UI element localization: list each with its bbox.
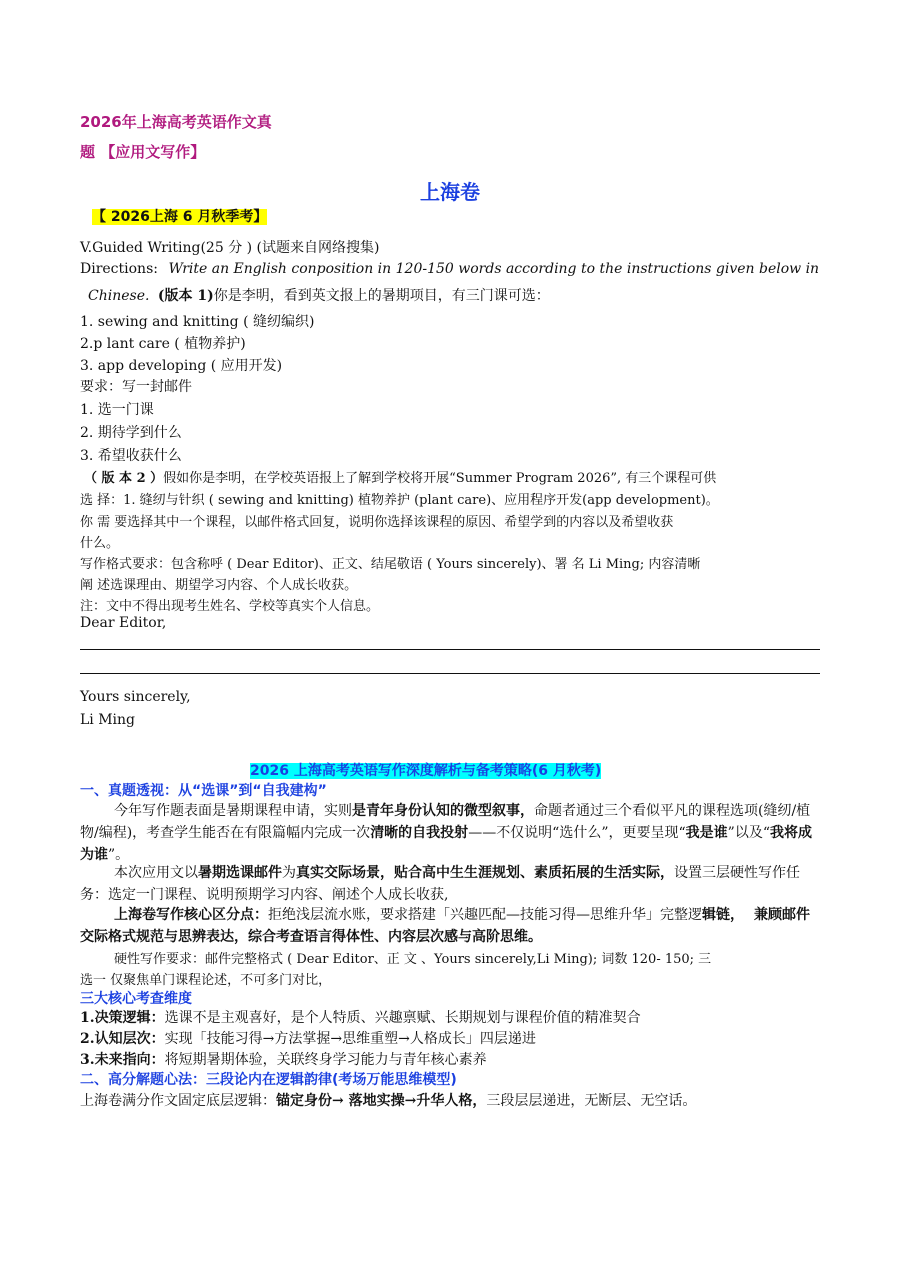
paragraph-2 [80,862,822,906]
analysis-banner-wrap [250,760,601,780]
last-line [80,1090,696,1110]
last-text-a: 上海卷满分作文固定底层逻辑： [80,1093,276,1109]
p3-bold-e: 兼顾邮件交际格式规范与思辨表达，综合考查语言得体性、内容层次感与高阶思维。 [80,907,810,945]
option-2: 2.p lant care ( 植物养护) [80,336,246,352]
section2-title: 二、高分解题心法：三段论内在逻辑韵律(考场万能思维模型) [80,1072,457,1088]
p3-bold-a: 上海卷写作核心区分点： [114,907,268,923]
exam-tag-wrap [92,206,267,226]
dim-3-text: 将短期暑期体验，关联终身学习能力与青年核心素养 [164,1052,487,1068]
dim-1-num: 1. [80,1010,95,1026]
directions-line [80,261,819,277]
salutation: Dear Editor, [80,615,167,631]
p3-bold-c: 辑 [702,907,716,923]
version1-line [88,285,550,305]
dim-2 [80,1028,536,1048]
dim-3 [80,1049,487,1069]
dim-2-label: 认知层次： [94,1031,165,1047]
writing-line-2 [80,673,820,674]
p1-bold-h: 我将成为谁 [80,825,812,863]
option-1: 1. sewing and knitting ( 缝纫编织) [80,314,315,330]
p3-bold-d: 链， [716,907,744,923]
version2-label: （ 版 本 2 ） [84,471,164,486]
dim-1-text: 选课不是主观喜好，是个人特质、兴趣禀赋、长期规划与课程价值的精准契合 [164,1010,641,1026]
chinese-word: Chinese. [88,288,150,304]
closing: Yours sincerely, [80,689,191,705]
p2-text-e: 设置三层硬性写作任务：选定一门课程、说明预期学习内容、阐述个人成长收获, [80,865,800,903]
dim-3-label: 未来指向： [94,1052,165,1068]
format-line1: 写作格式要求：包含称呼 ( Dear Editor)、正文、结尾敬语 ( Yours sincerely)、署 名 Li Ming; 内容清晰 [80,557,701,572]
format-line2: 阐 述选课理由、期望学习内容、个人成长收获。 [80,578,358,593]
dim-1 [80,1007,641,1027]
version1-text: 你是李明，看到英文报上的暑期项目，有三门课可选： [213,288,550,304]
requirements-label: 要求：写一封邮件 [80,379,192,395]
version2-text-1: 假如你是李明，在学校英语报上了解到学校将开展“Summer Program 2026”, 有三个课程可供 [163,471,717,486]
p1-text-i: ”。 [108,847,130,863]
requirement-3: 3. 希望收获什么 [80,448,182,464]
p2-bold-b: 暑期选课邮件 [198,865,282,881]
requirement-2: 2. 期待学到什么 [80,425,182,441]
directions-label: Directions: [80,261,158,277]
exam-tag: 【 2026上海 6 月秋季考】 [92,209,268,225]
p1-text-c: 命题者通过三个看似平凡的课程选项(缝纫/植物/编程)，考查学生能否在有限篇幅内完成一次 [80,803,811,841]
note-line: 注：文中不得出现考生姓名、学校等真实个人信息。 [80,599,380,614]
signature: Li Ming [80,712,136,728]
paragraph-3 [80,904,822,948]
version2-line3: 你 需 要选择其中一个课程，以邮件格式回复，说明你选择该课程的原因、希望学到的内容以及希望收获 [80,515,674,530]
dim-2-text: 实现「技能习得→方法掌握→思维重塑→人格成长」四层递进 [164,1031,536,1047]
option-3: 3. app developing ( 应用开发) [80,358,283,374]
dim-2-num: 2. [80,1031,95,1047]
p2-text-a: 本次应用文以 [114,865,198,881]
version2-line4: 什么。 [80,536,120,551]
p4-line2: 选一 仅聚焦单门课程论述，不可多门对比， [80,973,332,988]
guided-writing-line: V.Guided Writing(25 分 ) (试题来自网络搜集) [80,240,380,256]
p1-bold-d: 清晰的自我投射 [370,825,469,841]
p1-bold-b: 是青年身份认知的微型叙事， [352,803,534,819]
version2-line2: 选 择：1. 缝纫与针织 ( sewing and knitting) 植物养护 (plant care)、应用程序开发(app development)。 [80,493,719,508]
p4-line1: 硬性写作要求：邮件完整格式 ( Dear Editor、正 文 、Yours sincerely,Li Ming); 词数 120- 150; 三 [114,952,712,967]
dim-1-label: 决策逻辑： [94,1010,165,1026]
doc-title-line2: 题 【应用文写作】 [80,143,206,161]
paragraph-1 [80,800,822,866]
version1-label: (版本 1) [157,288,214,304]
section1-title: 一、真题透视：从“选课”到“自我建构” [80,783,327,799]
p3-text-b: 拒绝浅层流水账，要求搭建「兴趣匹配—技能习得—思维升华」完整逻 [268,907,702,923]
doc-title-line1: 2026年上海高考英语作文真 [80,113,272,131]
p1-text-e: ——不仅说明“选什么”，更要呈现“ [468,825,686,841]
last-text-c: 三段层层递进，无断层、无空话。 [486,1093,697,1109]
writing-line-1 [80,649,820,650]
directions-text: Write an English conposition in 120-150 words according to the instructions given below in [168,261,820,277]
center-title: 上海卷 [420,180,480,204]
last-bold-b: 锚定身份→ 落地实操→升华人格， [276,1093,487,1109]
dims-title: 三大核心考查维度 [80,991,192,1007]
dim-3-num: 3. [80,1052,95,1068]
p2-bold-d: 真实交际场景，贴合高中生生涯规划、素质拓展的生活实际， [296,865,674,881]
version2-line1 [84,467,716,486]
p2-text-c: 为 [282,865,296,881]
p1-text-a: 今年写作题表面是暑期课程申请，实则 [114,803,352,819]
requirement-1: 1. 选一门课 [80,402,154,418]
analysis-banner: 2026 上海高考英语写作深度解析与备考策略(6 月秋考) [250,763,602,779]
p1-bold-f: 我是谁 [685,825,728,841]
p1-text-g: ”以及“ [727,825,770,841]
